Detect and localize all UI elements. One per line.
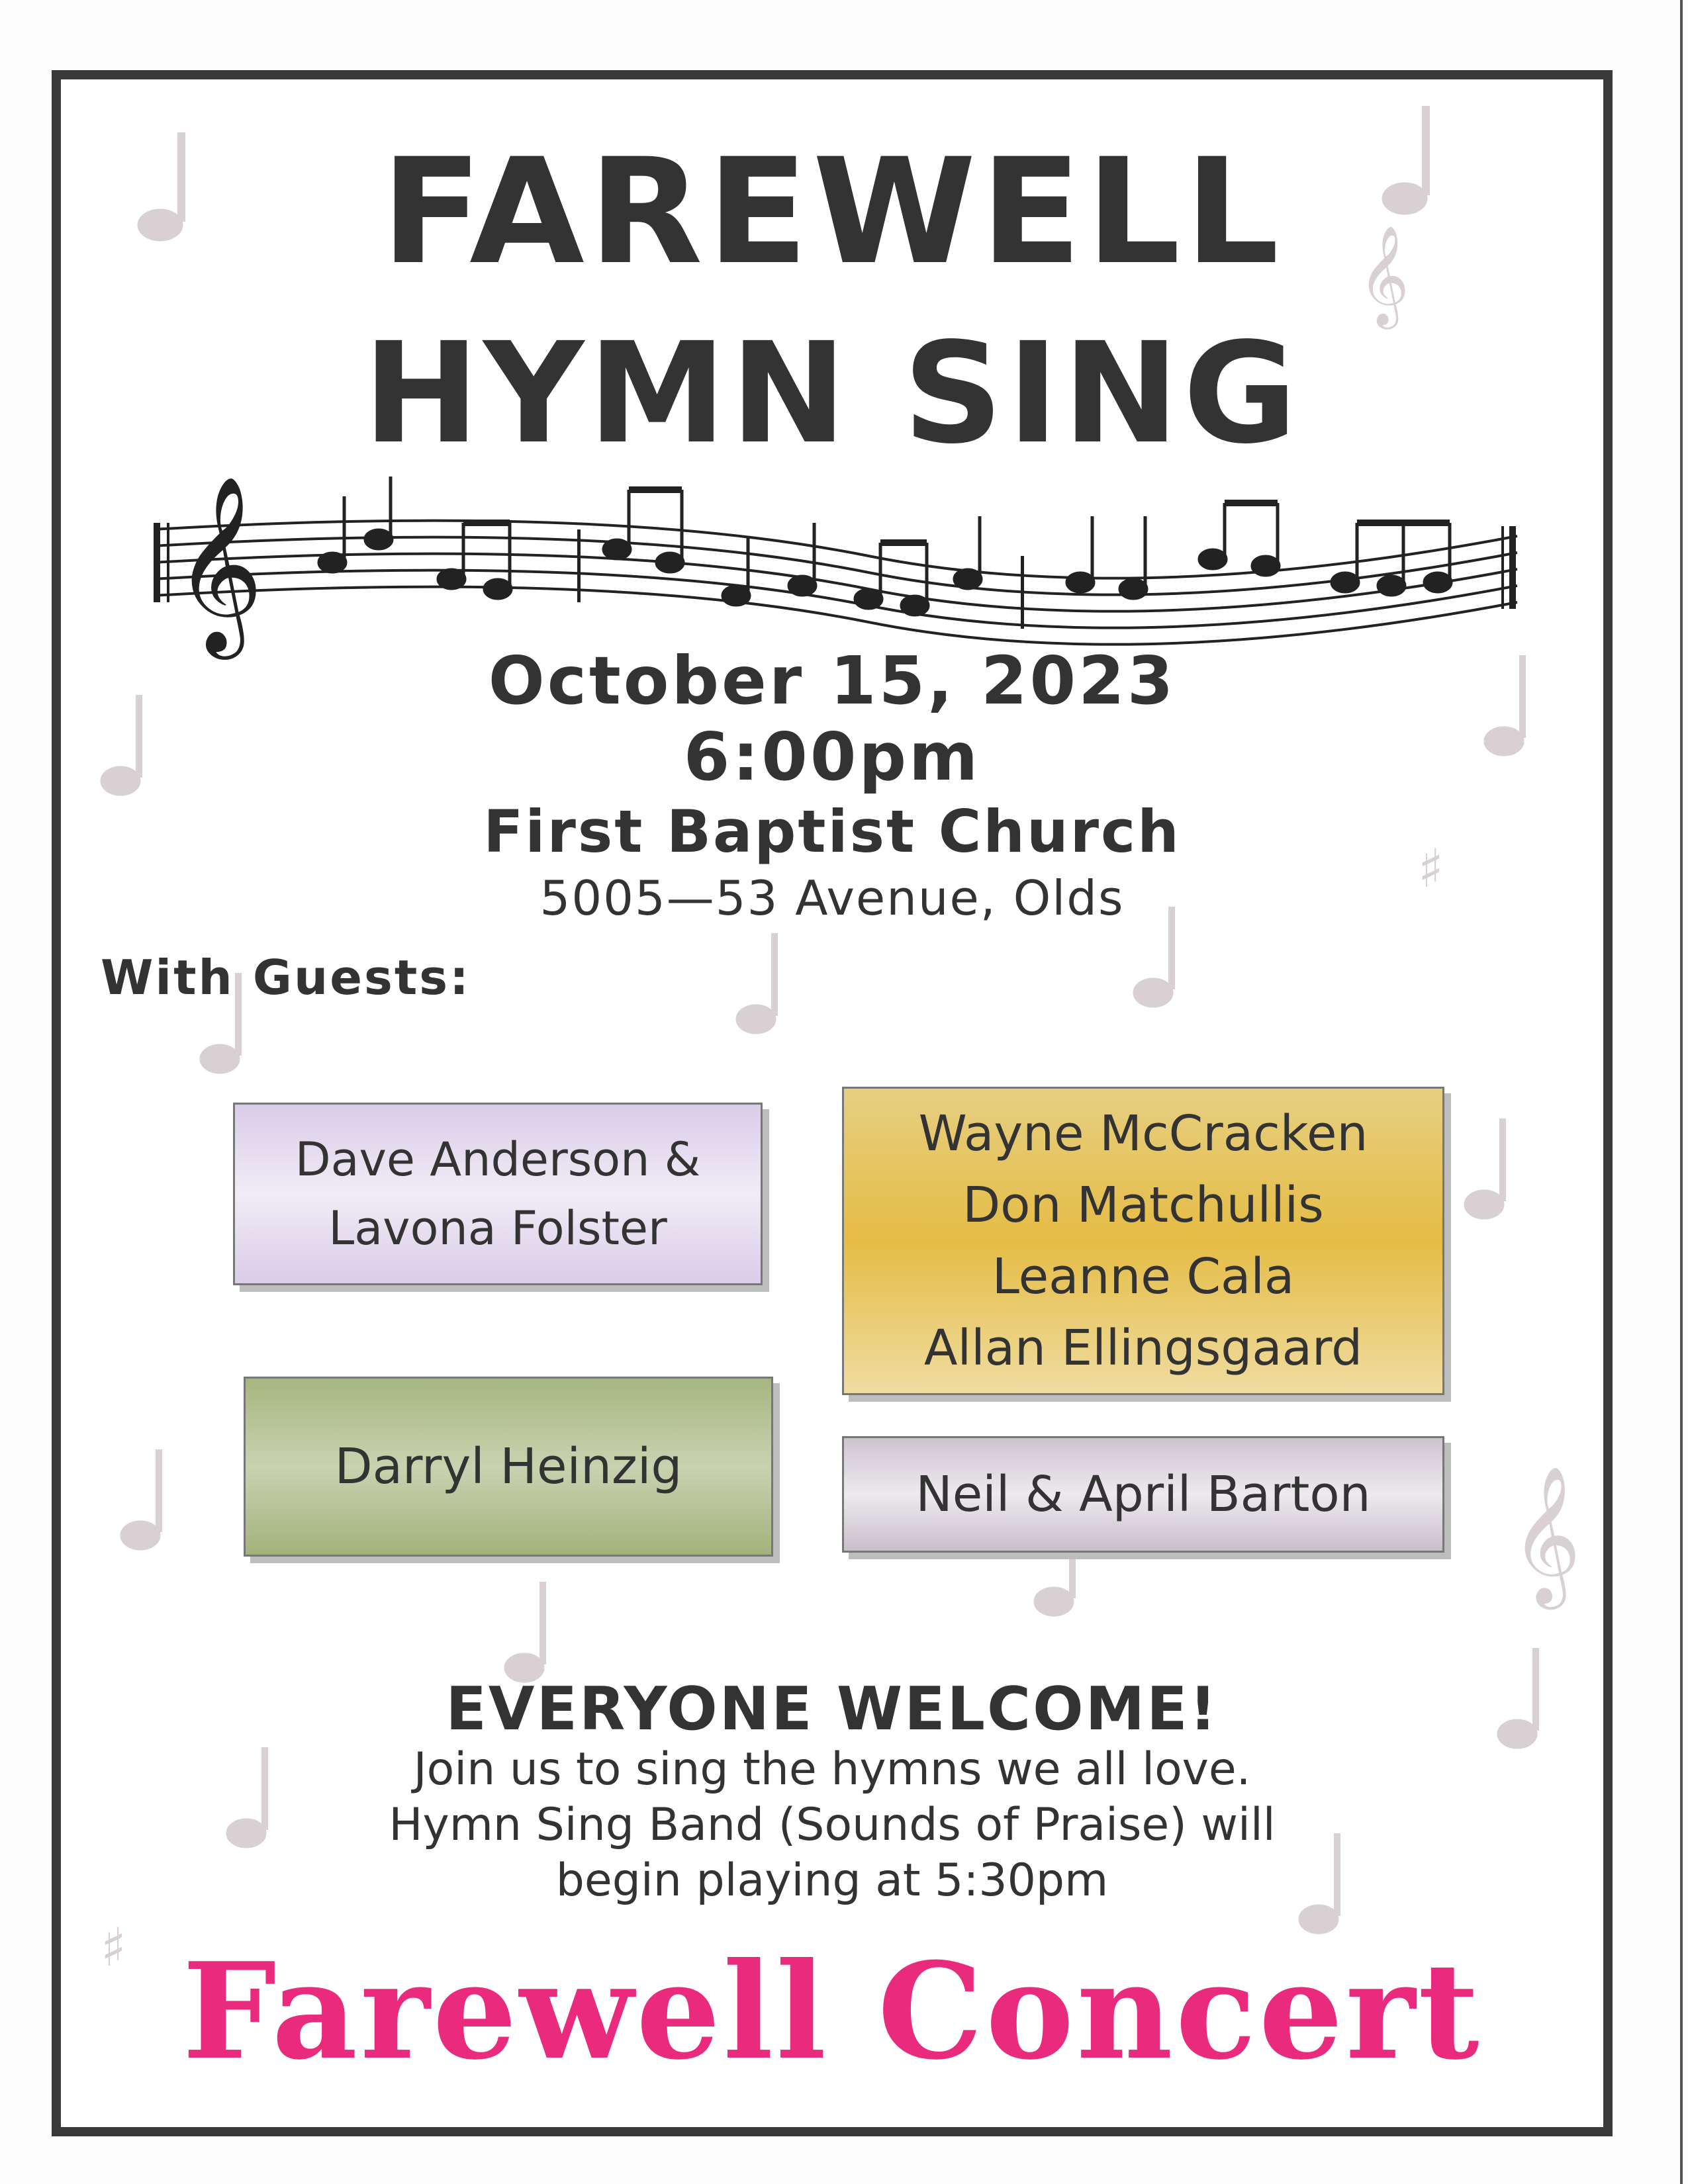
guest-name: Leanne Cala bbox=[992, 1248, 1295, 1305]
guest-name: Darryl Heinzig bbox=[334, 1438, 682, 1495]
welcome-heading: EVERYONE WELCOME! bbox=[445, 1674, 1219, 1744]
join-line: Join us to sing the hymns we all love. bbox=[413, 1743, 1251, 1796]
event-venue: First Baptist Church bbox=[483, 797, 1181, 866]
svg-text:𝄞: 𝄞 bbox=[1511, 1465, 1581, 1604]
guest-name: Don Matchullis bbox=[962, 1177, 1324, 1234]
svg-text:𝄞: 𝄞 bbox=[1358, 224, 1409, 325]
poster-frame bbox=[52, 70, 1613, 2136]
guest-box-heinzig bbox=[244, 1377, 773, 1557]
bg-note-7 bbox=[120, 1449, 160, 1550]
title-line-1: FAREWELL bbox=[381, 127, 1284, 296]
guest-name: Allan Ellingsgaard bbox=[923, 1320, 1363, 1377]
event-address: 5005—53 Avenue, Olds bbox=[539, 870, 1125, 926]
guests-heading: With Guests: bbox=[101, 950, 471, 1005]
guest-box-quartet bbox=[842, 1087, 1444, 1395]
event-date: October 15, 2023 bbox=[488, 642, 1176, 719]
guest-box-barton bbox=[842, 1436, 1444, 1553]
bg-note-6 bbox=[1464, 1118, 1504, 1219]
guest-name: Lavona Folster bbox=[328, 1201, 667, 1255]
bg-note-10 bbox=[736, 933, 776, 1034]
svg-text:♯: ♯ bbox=[1418, 838, 1444, 899]
guest-box-anderson-folster bbox=[233, 1103, 763, 1285]
title-line-2: HYMN SING bbox=[363, 312, 1301, 475]
page-edge bbox=[1680, 0, 1683, 2184]
guest-name: Dave Anderson & bbox=[295, 1132, 701, 1187]
guest-name: Wayne McCracken bbox=[918, 1105, 1368, 1162]
svg-text:♯: ♯ bbox=[101, 1917, 126, 1978]
join-line: Hymn Sing Band (Sounds of Praise) will bbox=[389, 1799, 1276, 1851]
bg-note-12 bbox=[504, 1582, 544, 1682]
farewell-concert-banner: Farewell Concert bbox=[182, 1934, 1482, 2089]
guest-name: Neil & April Barton bbox=[915, 1466, 1371, 1523]
treble-clef-icon: 𝄞 bbox=[173, 475, 263, 652]
event-time: 6:00pm bbox=[683, 718, 981, 796]
join-line: begin playing at 5:30pm bbox=[555, 1854, 1109, 1907]
